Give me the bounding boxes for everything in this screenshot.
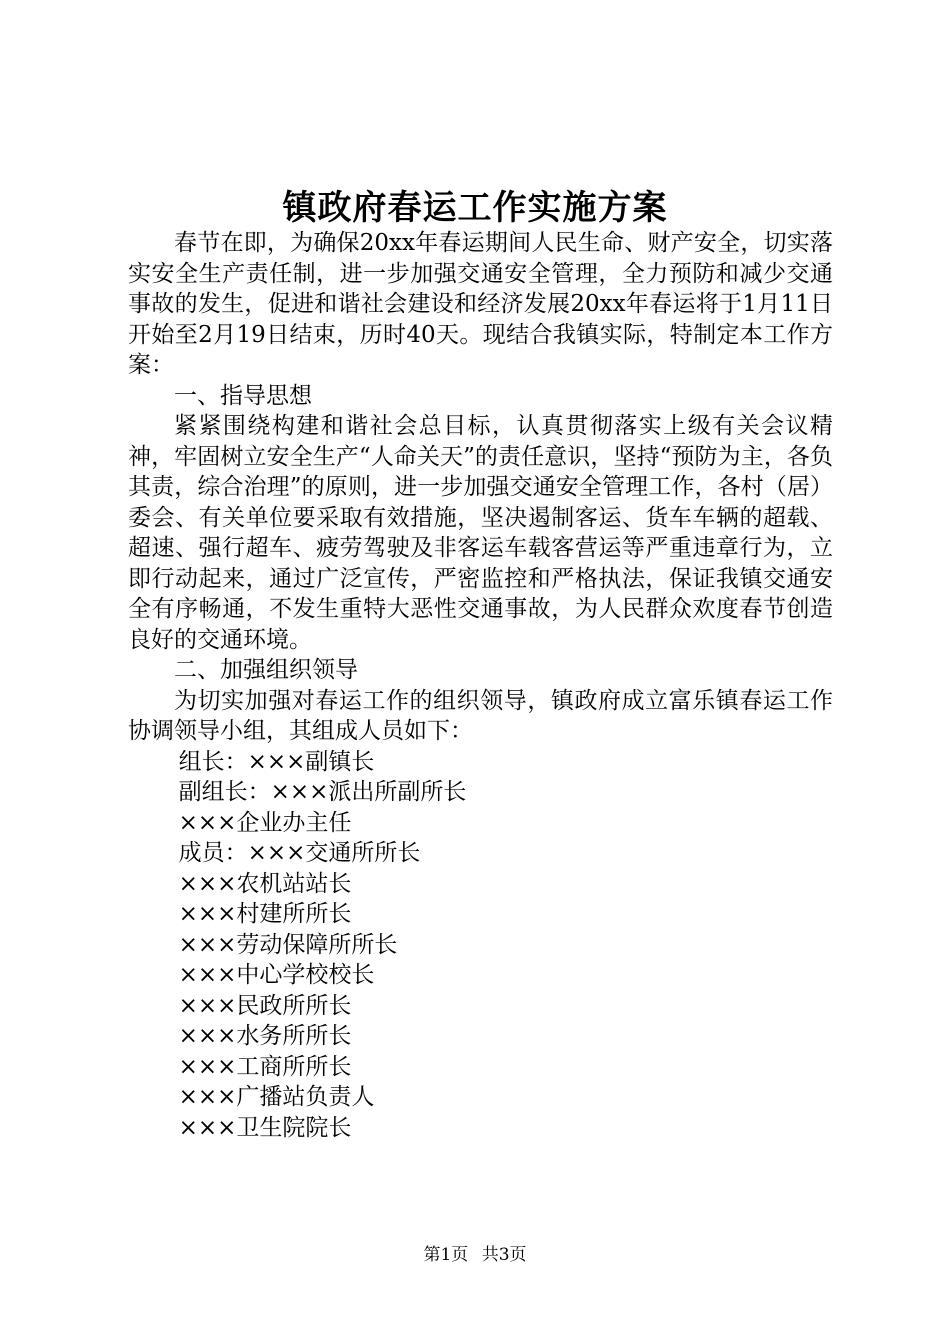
- list-item: ×××劳动保障所所长: [178, 931, 398, 958]
- list-item: ×××中心学校校长: [178, 962, 375, 988]
- intro-paragraph: 春节在即，为确保20xx年春运期间人民生命、财产安全，切实落实安全生产责任制，进一步加强交通安全管理，全力预防和减少交通事故的发生，促进和谐社会建设和经济发展20xx年春运将于1月11日开始至2月19日结束，历时40天。现结合我镇实际，特制定本工作方案：: [128, 230, 833, 378]
- list-item: ×××卫生院院长: [178, 1114, 352, 1141]
- list-item: ×××企业办主任: [178, 809, 352, 836]
- list-item: ×××工商所所长: [178, 1053, 352, 1080]
- list-item: ×××水务所所长: [178, 1023, 352, 1049]
- list-item: ×××民政所所长: [178, 992, 352, 1019]
- page-total: 共3页: [481, 1245, 527, 1265]
- document-body: [128, 228, 833, 1143]
- page-number: 第1页: [423, 1245, 469, 1265]
- list-item: 成员：×××交通所所长: [178, 840, 421, 866]
- member-list: [128, 747, 833, 1144]
- section-heading-organization: 二、加强组织领导: [174, 657, 358, 683]
- list-item: ×××农机站站长: [178, 870, 352, 897]
- organization-paragraph: 为切实加强对春运工作的组织领导，镇政府成立富乐镇春运工作协调领导小组，其组成人员如下：: [128, 687, 833, 744]
- list-item: ×××村建所所长: [178, 901, 352, 927]
- guiding-ideology-paragraph: 紧紧围绕构建和谐社会总目标，认真贯彻落实上级有关会议精神，牢固树立安全生产“人命关天”的责任意识，坚持“预防为主，各负其责，综合治理”的原则，进一步加强交通安全管理工作，各村（居）委会、有关单位要采取有效措施，坚决遏制客运、货车车辆的超载、超速、强行超车、疲劳驾驶及非客运车载客营运等严重违章行为，立即行动起来，通过广泛宣传，严密监控和严格执法，保证我镇交通安全有序畅通，不发生重特大恶性交通事故，为人民群众欢度春节创造良好的交通环境。: [128, 413, 833, 653]
- section-heading-guiding-ideology: 一、指导思想: [174, 382, 312, 409]
- page-footer: [0, 1243, 950, 1267]
- list-item: ×××广播站负责人: [178, 1084, 375, 1110]
- document-title: 镇政府春运工作实施方案: [282, 188, 668, 228]
- list-item: 组长：×××副镇长: [178, 748, 375, 775]
- list-item: 副组长：×××派出所副所长: [178, 779, 467, 805]
